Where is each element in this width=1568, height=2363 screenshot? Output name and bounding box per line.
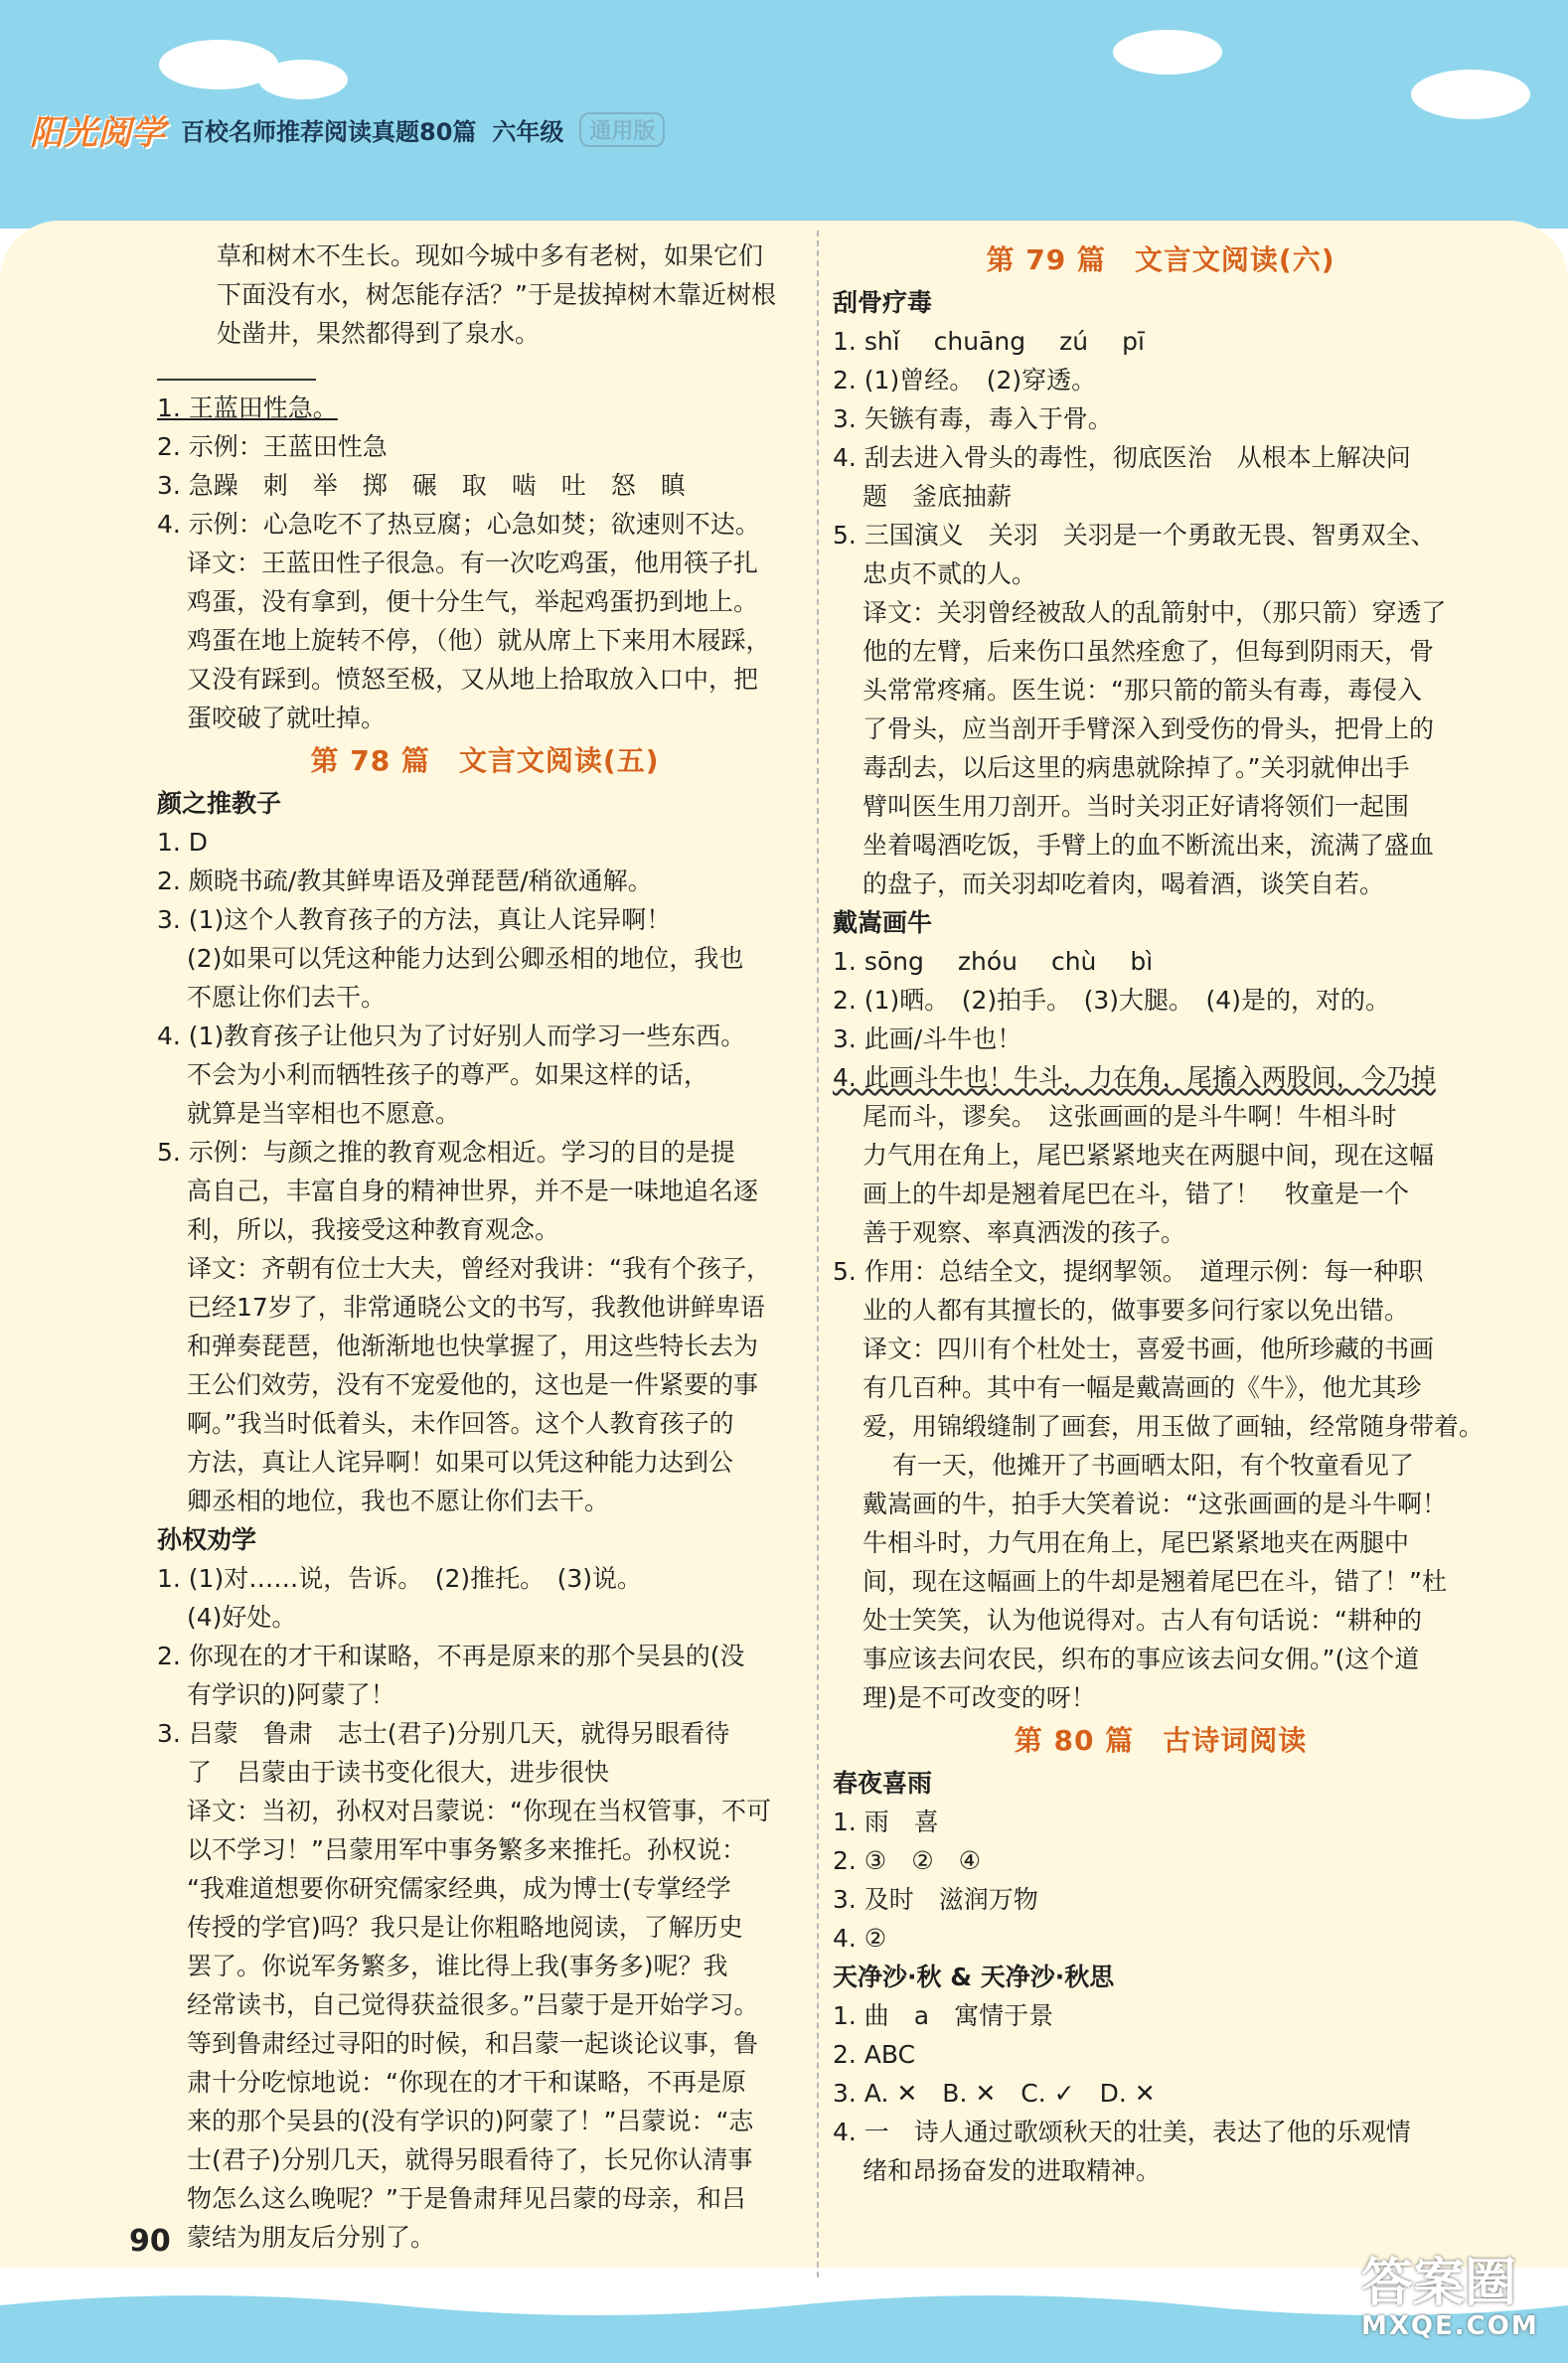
answer-line [157,978,813,1017]
answer-line [833,2074,1489,2113]
answer-line [833,1485,1489,1523]
answer-line [833,1330,1489,1368]
pinyin-answer: shǐ [863,327,900,356]
edition-badge: 通用版 [579,112,665,147]
answer-line [833,787,1489,826]
grade-label: 六年级 [492,117,564,146]
answer-text: 3. 矢镞有毒，毒入于骨。 [833,404,1113,433]
answer-text: 5. 三国演义 关羽 关羽是一个勇敢无畏、智勇双全、 [833,521,1436,550]
answer-line [157,314,813,353]
answer-text: 下面没有水，树怎能存活？”于是拔掉树木靠近树根 [217,280,776,309]
answer-text: 译文：当初，孙权对吕蒙说：“你现在当权管事，不可 [187,1797,771,1825]
cloud-decoration [258,60,348,99]
answer-line [157,939,813,978]
answer-line [157,1559,813,1598]
answer-line [157,236,813,275]
answer-line [157,1675,813,1714]
answer-text: 2. 你现在的才干和谋略，不再是原来的那个吴县的(没 [157,1642,745,1670]
answer-text: 了骨头，应当剖开手臂深入到受伤的骨头，把骨上的 [862,714,1435,743]
answer-text: 2. (1)晒。 (2)拍手。 (3)大腿。 (4)是的，对的。 [833,986,1390,1015]
answer-line [157,660,813,699]
answer-line [833,865,1489,903]
answer-text: 不会为小利而牺牲孩子的尊严。如果这样的话， [187,1060,709,1089]
pinyin-answer: chù [1050,947,1097,976]
answer-text: 等到鲁肃经过寻阳的时候，和吕蒙一起谈论议事，鲁 [187,2029,759,2058]
answer-separator [157,379,316,381]
answer-text: 处士笑笑，认为他说得对。古人有句话说：“耕种的 [862,1606,1422,1635]
answer-text: 善于观察、率真洒泼的孩子。 [862,1218,1186,1247]
pinyin-answer: chuāng [933,327,1026,356]
answer-line [157,544,813,582]
answer-text: 3. 急躁 刺 举 掷 碾 取 啮 吐 怒 瞋 [157,471,686,500]
answer-text: 4. (1)教育孩子让他只为了讨好别人而学习一些东西。 [157,1022,746,1050]
answer-line [157,621,813,660]
answer-text: 1. D [157,828,209,857]
answer-text: 方法，真让人诧异啊！如果可以凭这种能力达到公 [187,1448,734,1477]
answer-text: 颜之推教子 [157,789,282,818]
watermark-main: 答案圈 [1361,2254,1517,2313]
answer-text: 有学识的)阿蒙了！ [187,1680,395,1709]
answer-line [833,2113,1489,2151]
passage-title [833,903,1489,942]
answer-text: 4. 此画斗牛也！牛斗，力在角，尾搐入两股间，今乃掉 [833,1063,1436,1092]
answer-line [157,2063,813,2102]
answer-text: 高自己，丰富自身的精神世界，并不是一味地追名逐 [187,1177,759,1205]
answer-text: 第 80 篇 古诗词阅读 [1014,1724,1308,1757]
answer-line [833,2151,1489,2190]
answer-line [833,1020,1489,1058]
answer-text: 第 78 篇 文言文阅读(五) [310,744,660,777]
answer-line [157,1482,813,1520]
answer-line [157,1133,813,1172]
column-divider [817,231,819,2278]
pinyin-answer: bì [1130,947,1154,976]
answer-line [157,2102,813,2140]
answer-line [157,2179,813,2218]
answer-text: 4. 示例：心急吃不了热豆腐；心急如焚；欲速则不达。 [157,510,760,539]
header-banner [0,0,1568,229]
answer-text: 和弹奏琵琶，他渐渐地也快掌握了，用这些特长去为 [187,1332,759,1360]
answer-line [157,1792,813,1830]
answer-text: 2. 颇晓书疏/教其鲜卑语及弹琵琶/稍欲通解。 [157,866,653,895]
answer-text: 3. 及时 滋润万物 [833,1885,1038,1914]
answer-text: 爱，用锦缎缝制了画套，用玉做了画轴，经常随身带着。 [862,1412,1485,1441]
answer-line [833,748,1489,787]
answer-text: 3. 此画/斗牛也！ [833,1024,1022,1053]
answer-line [157,275,813,314]
answer-text: 蛋咬破了就吐掉。 [187,704,387,732]
answer-text: 2. ABC [833,2040,916,2069]
answer-line [833,671,1489,709]
answer-line [157,1985,813,2024]
answer-line [833,1213,1489,1252]
answer-line [833,1601,1489,1640]
answer-line [157,862,813,900]
answer-line [833,2035,1489,2074]
answer-line [157,1404,813,1443]
answer-line [833,1996,1489,2035]
cloud-decoration [1113,30,1222,75]
answer-text: 蒙结为朋友后分别了。 [187,2223,436,2252]
pinyin-answer: pī [1122,327,1145,356]
answer-page [0,221,1568,2268]
answer-line [157,1598,813,1637]
answer-line [833,554,1489,593]
answer-line [833,1880,1489,1919]
answer-line [157,2140,813,2179]
answer-text: 鸡蛋在地上旋转不停，（他）就从席上下来用木屐踩， [187,626,771,655]
passage-title [157,1520,813,1559]
answer-text: 尾而斗，谬矣。 这张画画的是斗牛啊！牛相斗时 [862,1102,1397,1131]
answer-line [157,1714,813,1753]
answer-line [833,1562,1489,1601]
answer-text: 了 吕蒙由于读书变化很大，进步很快 [187,1758,610,1787]
answer-line [833,1368,1489,1407]
answer-line [833,1841,1489,1880]
answer-line [157,1947,813,1985]
answer-text: 力气用在角上，尾巴紧紧地夹在两腿中间，现在这幅 [862,1141,1435,1170]
answer-line [157,1365,813,1404]
pinyin-row: 1. shǐ chuāng zú pī [833,322,1489,361]
answer-text: 业的人都有其擅长的，做事要多问行家以免出错。 [862,1296,1410,1325]
pinyin-row: 1. sōng zhóu chù bì [833,942,1489,981]
answer-text: 士(君子)分别几天，就得另眼看待了，长兄你认清事 [187,2145,753,2174]
answer-text: 3. (1)这个人教育孩子的方法，真让人诧异啊！ [157,905,672,934]
answer-text: “我难道想要你研究儒家经典，成为博士(专掌经学 [187,1874,731,1903]
bottom-wave-decoration [0,2285,1568,2363]
answer-line [833,1175,1489,1213]
passage-title [833,1764,1489,1803]
answer-text: (2)如果可以凭这种能力达到公卿丞相的地位，我也 [187,944,744,973]
answer-line [833,1640,1489,1678]
answer-line [833,438,1489,477]
answer-text: 5. 作用：总结全文，提纲挈领。 道理示例：每一种职 [833,1257,1424,1286]
answer-text: 传授的学官)吗？我只是让你粗略地阅读，了解历史 [187,1913,743,1942]
answer-line [157,466,813,505]
answer-text: 3. A. ✕ B. ✕ C. ✓ D. ✕ [833,2079,1156,2108]
answer-text: 1. 王蓝田性急。 [157,394,338,422]
answer-text: 就算是当宰相也不愿意。 [187,1099,461,1128]
answer-line [833,826,1489,865]
answer-line [833,1252,1489,1291]
answer-text: 头常常疼痛。医生说：“那只箭的箭头有毒，毒侵入 [862,676,1422,705]
answer-text: 第 79 篇 文言文阅读(六) [986,243,1335,276]
answer-line [157,1869,813,1908]
answer-text: 以不学习！”吕蒙用军中事务繁多来推托。孙权说： [187,1835,746,1864]
watermark-sub: MXQE.COM [1361,2311,1539,2341]
answer-text: 刮骨疗毒 [833,288,933,317]
answer-text: 1. 雨 喜 [833,1808,939,1836]
answer-text: 戴嵩画的牛，拍手大笑着说：“这张画画的是斗牛啊！ [862,1490,1447,1518]
answer-line [157,699,813,737]
answer-text: 卿丞相的地位，我也不愿让你们去干。 [187,1487,610,1515]
answer-line [833,1097,1489,1136]
right-column [833,236,1489,2190]
answer-line [157,1327,813,1365]
pinyin-answer: zú [1059,327,1089,356]
answer-line [157,1055,813,1094]
pinyin-answer: zhóu [957,947,1018,976]
answer-text: 春夜喜雨 [833,1769,933,1798]
passage-title [833,1958,1489,1996]
brand-logo: 阳光阅学 [30,112,165,153]
answer-line [157,2218,813,2257]
answer-text: 2. (1)曾经。 (2)穿透。 [833,366,1097,394]
answer-text: 5. 示例：与颜之推的教育观念相近。学习的目的是提 [157,1138,735,1167]
answer-text: 3. 吕蒙 鲁肃 志士(君子)分别几天，就得另眼看待 [157,1719,730,1748]
answer-line [157,1172,813,1210]
answer-line [157,1288,813,1327]
series-title: 百校名师推荐阅读真题80篇 [181,117,477,146]
pinyin-answer: sōng [863,947,924,976]
answer-text: 戴嵩画牛 [833,908,933,937]
answer-line [833,1803,1489,1841]
answer-line [157,1753,813,1792]
answer-text: 译文：关羽曾经被敌人的乱箭射中，（那只箭）穿透了 [862,598,1447,627]
answer-text: 牛相斗时，力气用在角上，尾巴紧紧地夹在两腿中 [862,1528,1410,1557]
answer-line [833,1919,1489,1958]
answer-text: 鸡蛋，没有拿到，便十分生气，举起鸡蛋扔到地上。 [187,587,759,616]
answer-text: 的盘子，而关羽却吃着肉，喝着酒，谈笑自若。 [862,869,1385,898]
answer-line [157,505,813,544]
answer-text: 2. 示例：王蓝田性急 [157,432,388,461]
answer-text: 肃十分吃惊地说：“你现在的才干和谋略，不再是原 [187,2068,746,2097]
answer-line [157,1443,813,1482]
section-title [833,240,1489,279]
answer-text: 1. (1)对……说，告诉。 (2)推托。 (3)说。 [157,1564,643,1593]
watermark-logo [1361,2256,1560,2355]
answer-line [833,709,1489,748]
answer-text: 不愿让你们去干。 [187,983,387,1012]
answer-line [157,823,813,862]
answer-text: 罢了。你说军务繁多，谁比得上我(事务多)呢？我 [187,1952,728,1980]
answer-text: 有几百种。其中有一幅是戴嵩画的《牛》，他尤其珍 [862,1373,1422,1402]
answer-text: 坐着喝酒吃饭，手臂上的血不断流出来，流满了盛血 [862,831,1435,860]
answer-line [157,1017,813,1055]
answer-text: 有一天，他摊开了书画晒太阳，有个牧童看见了 [892,1451,1415,1480]
section-title [157,741,813,780]
answer-text: 事应该去问农民，织布的事应该去问女佣。”(这个道 [862,1645,1420,1673]
answer-line [833,399,1489,438]
answer-text: 来的那个吴县的(没有学识的)阿蒙了！”吕蒙说：“志 [187,2107,754,2135]
answer-line [157,582,813,621]
answer-text: 译文：王蓝田性子很急。有一次吃鸡蛋，他用筷子扎 [187,549,759,577]
answer-line [157,427,813,466]
answer-line [833,593,1489,632]
answer-line [157,1210,813,1249]
answer-line [833,1523,1489,1562]
answer-text: 处凿井，果然都得到了泉水。 [217,319,541,348]
answer-line [157,389,813,427]
answer-text: 他的左臂，后来伤口虽然痊愈了，但每到阴雨天，骨 [862,637,1435,666]
answer-text: 1. 曲 a 寓情于景 [833,2001,1054,2030]
answer-line [157,1637,813,1675]
answer-text: (4)好处。 [187,1603,297,1632]
answer-text: 4. 刮去进入骨头的毒性，彻底医治 从根本上解决问 [833,443,1411,472]
answer-line [833,477,1489,516]
answer-text: 4. ② [833,1924,887,1953]
answer-line [833,1678,1489,1717]
answer-line [833,1291,1489,1330]
answer-text: 王公们效劳，没有不宠爱他的，这也是一件紧要的事 [187,1370,759,1399]
answer-line [157,1830,813,1869]
answer-text: 又没有踩到。愤怒至极，又从地上拾取放入口中，把 [187,665,759,694]
answer-line [157,1908,813,1947]
answer-text: 经常读书，自己觉得获益很多。”吕蒙于是开始学习。 [187,1990,759,2019]
answer-line [833,1058,1489,1097]
answer-text: 理)是不可改变的呀！ [862,1683,1096,1712]
cloud-decoration [1411,70,1530,119]
answer-text: 孙权劝学 [157,1525,257,1554]
passage-title [157,784,813,823]
answer-line [833,1446,1489,1485]
answer-text: 绪和昂扬奋发的进取精神。 [862,2156,1162,2185]
answer-line [157,2024,813,2063]
answer-text: 利，所以，我接受这种教育观念。 [187,1215,560,1244]
answer-text: 译文：齐朝有位士大夫，曾经对我讲：“我有个孩子， [187,1254,771,1283]
answer-line [157,1094,813,1133]
answer-line [833,361,1489,399]
answer-line [833,1136,1489,1175]
answer-text: 臂叫医生用刀剖开。当时关羽正好请将领们一起围 [862,792,1410,821]
answer-line [157,1249,813,1288]
answer-line [833,981,1489,1020]
header-strip [30,99,665,159]
answer-text: 2. ③ ② ④ [833,1846,982,1875]
answer-text: 间，现在这幅画上的牛却是翘着尾巴在斗，错了！”杜 [862,1567,1447,1596]
answer-line [833,1407,1489,1446]
answer-line [833,632,1489,671]
answer-text: 已经17岁了，非常通晓公文的书写，我教他讲鲜卑语 [187,1293,765,1322]
answer-text: 草和树木不生长。现如今城中多有老树，如果它们 [217,241,764,270]
passage-title [833,283,1489,322]
answer-text: 译文：四川有个杜处士，喜爱书画，他所珍藏的书画 [862,1335,1435,1363]
section-title [833,1721,1489,1760]
answer-text: 天净沙·秋 & 天净沙·秋思 [833,1963,1115,1991]
answer-text: 忠贞不贰的人。 [862,559,1037,588]
answer-text: 物怎么这么晚呢？”于是鲁肃拜见吕蒙的母亲，和吕 [187,2184,746,2213]
left-column [157,236,813,2257]
answer-text: 4. 一 诗人通过歌颂秋天的壮美，表达了他的乐观情 [833,2118,1411,2146]
answer-text: 画上的牛却是翘着尾巴在斗，错了！ 牧童是一个 [862,1180,1410,1208]
page-number: 90 [129,2224,171,2259]
answer-text: 题 釜底抽薪 [862,482,1013,511]
answer-line [833,516,1489,554]
answer-text: 毒刮去，以后这里的病患就除掉了。”关羽就伸出手 [862,753,1410,782]
answer-text: 啊。”我当时低着头，未作回答。这个人教育孩子的 [187,1409,734,1438]
answer-line [157,900,813,939]
